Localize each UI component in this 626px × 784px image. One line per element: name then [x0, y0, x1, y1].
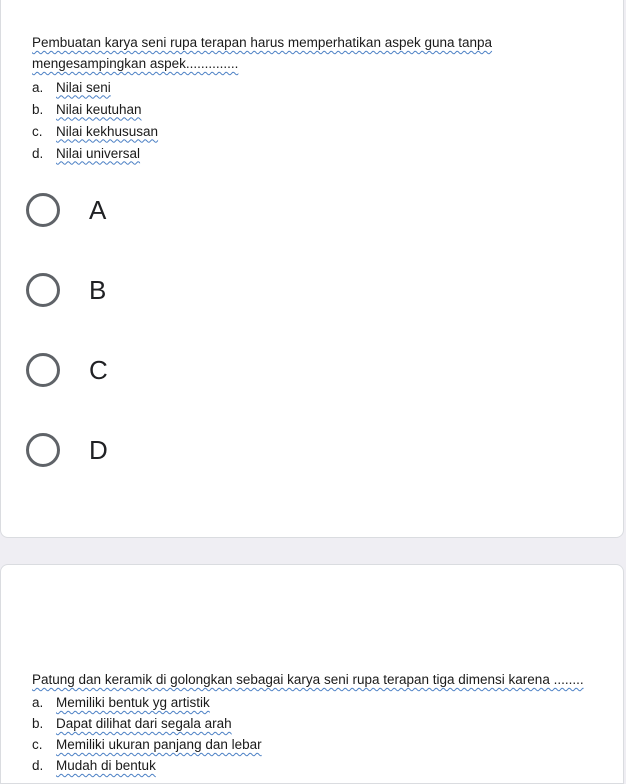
question-1-image: [32, 32, 592, 164]
radio-button-b[interactable]: [26, 273, 60, 307]
choice-a-label: A: [89, 194, 107, 225]
question-1-option-c: [32, 120, 592, 142]
question-1-stem: Pembuatan karya seni rupa terapan harus memperhatikan aspek guna tanpa mengesampingkan aspek..............: [32, 35, 493, 71]
option-letter: a.: [32, 695, 44, 710]
question-2-option-d: [32, 755, 592, 776]
radio-button-d[interactable]: [26, 433, 60, 467]
question-1-option-d: [32, 142, 592, 164]
question-2-option-c: [32, 734, 592, 755]
question-2-option-b: [32, 713, 592, 734]
option-letter: b.: [32, 716, 44, 731]
option-text: Memiliki bentuk yg artistik: [56, 695, 210, 710]
question-1-option-b: [32, 98, 592, 120]
question-2-image: [32, 669, 592, 776]
option-text: Mudah di bentuk: [56, 758, 156, 773]
question-2-option-list: [32, 692, 592, 776]
choice-b[interactable]: [26, 270, 106, 310]
choice-b-label: B: [89, 274, 107, 305]
radio-button-a[interactable]: [26, 193, 60, 227]
question-1-option-list: [32, 76, 592, 164]
question-1-option-a: [32, 76, 592, 98]
option-text: Nilai kekhususan: [56, 123, 159, 139]
option-letter: d.: [32, 758, 44, 773]
radio-button-c[interactable]: [26, 353, 60, 387]
option-text: Nilai seni: [56, 79, 111, 95]
choice-c[interactable]: [26, 350, 108, 390]
option-text: Dapat dilihat dari segala arah: [56, 716, 232, 731]
option-letter: c.: [32, 123, 43, 139]
option-text: Nilai universal: [56, 145, 141, 161]
option-letter: a.: [32, 79, 44, 95]
option-letter: d.: [32, 145, 44, 161]
question-2-stem: Patung dan keramik di golongkan sebagai karya seni rupa terapan tiga dimensi karena ........: [32, 672, 584, 687]
option-letter: c.: [32, 737, 43, 752]
question-2-option-a: [32, 692, 592, 713]
choice-c-label: C: [89, 354, 108, 385]
choice-d[interactable]: [26, 430, 108, 470]
choice-d-label: D: [89, 434, 108, 465]
option-text: Memiliki ukuran panjang dan lebar: [56, 737, 262, 752]
choice-a[interactable]: [26, 190, 106, 230]
option-letter: b.: [32, 101, 44, 117]
option-text: Nilai keutuhan: [56, 101, 142, 117]
